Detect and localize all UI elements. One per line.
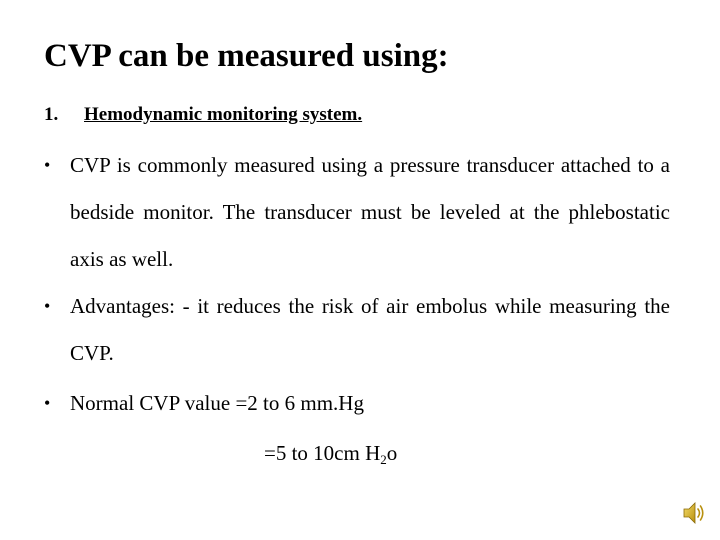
bullet-text: Normal CVP value =2 to 6 mm.Hg xyxy=(70,391,364,415)
normal-value-cm-h2o xyxy=(264,430,397,477)
bullet-marker: • xyxy=(44,155,51,175)
bullet-text: CVP is commonly measured using a pressure transducer attached to a bedside monitor. The transducer must be leveled at the phlebostatic axis as well. xyxy=(70,153,670,271)
bullet-marker: • xyxy=(44,296,51,316)
slide-title: CVP can be measured using: xyxy=(44,38,449,74)
numbered-item xyxy=(44,104,362,126)
value-main: =5 to 10cm H xyxy=(264,441,381,465)
item-heading: Hemodynamic monitoring system. xyxy=(84,104,363,125)
item-number: 1. xyxy=(44,104,59,125)
value-tail: o xyxy=(386,441,398,465)
bullet-marker: • xyxy=(44,393,51,413)
bullet-normal-value xyxy=(44,380,670,427)
bullet-text: Advantages: - it reduces the risk of air embolus while measuring the CVP. xyxy=(70,294,670,365)
bullet-transducer xyxy=(44,142,670,283)
value-subscript: 2 xyxy=(380,452,387,467)
bullet-advantages xyxy=(44,283,670,377)
speaker-icon[interactable] xyxy=(682,500,706,526)
